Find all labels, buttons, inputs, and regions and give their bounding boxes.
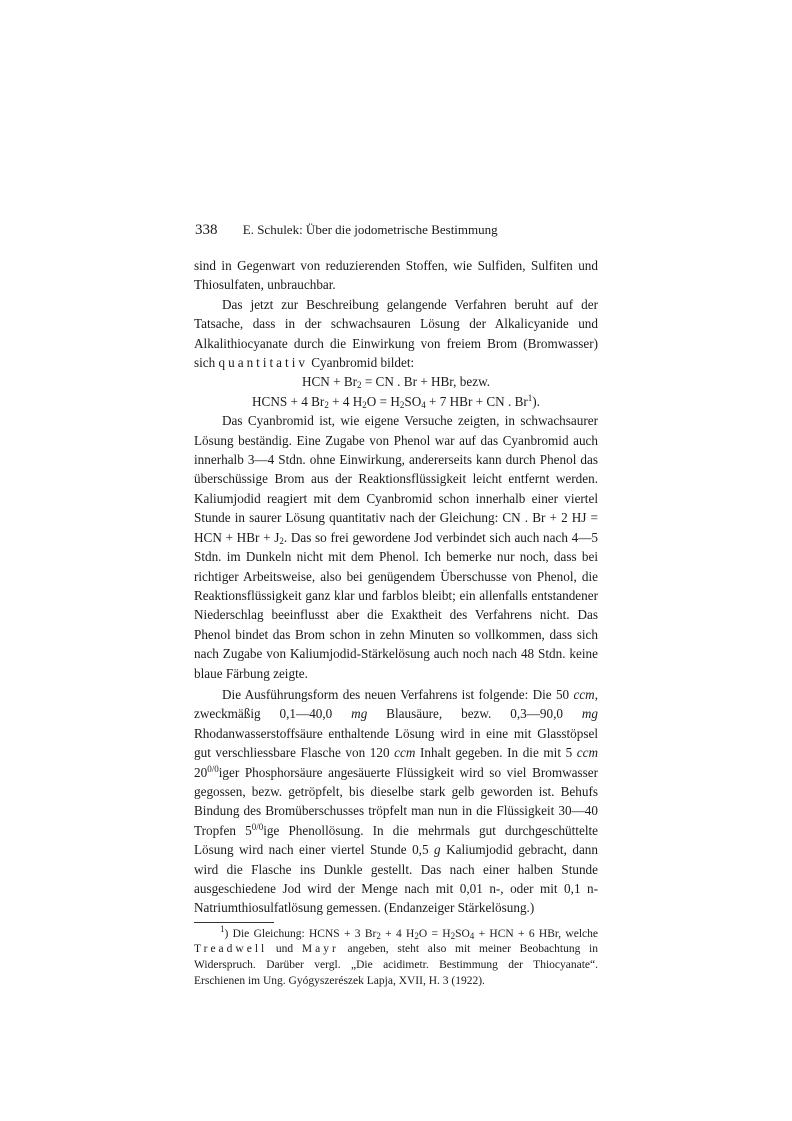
equation-1: HCN + $Br_2$ = CN . Br + HBr, bezw. xyxy=(301,374,491,391)
paragraph-2: Das jetzt zur Beschreibung gelangende Verfahren beruht auf der Tatsache, dass in der schwachsauren Lösung der Alkalicyanide und Alkalithiocyanate durch die Einwirkung von freiem Brom (Bromwasser) sich quantitativ Cyanbromid bildet: xyxy=(194,296,598,371)
paragraph-3: Das Cyanbromid ist, wie eigene Versuche zeigten, in schwachsaurer Lösung beständig. Eine Zugabe von Phenol war auf das Cyanbromid auch innerhalb 3—4 Stdn. ohne Einwirkung, andererseits kann durch Phenol das überschüssige Brom aus der Reaktionsflüssigkeit leicht entfernt werden. Kaliumjodid reagiert mit dem Cyanbromid schon innerhalb einer viertel Stunde in saurer Lösung quantitativ nach der Gleichung: CN . Br + 2 HJ = HCN + HBr + $J_2$. Das so frei gewordene Jod verbindet sich auch nach 4—5 Stdn. im Dunkeln nicht mit dem Phenol. Ich bemerke nur noch, dass bei richtiger Arbeitsweise, also bei genügendem Überschusse von Phenol, die Reaktionsflüssigkeit ganz klar und farblos bleibt; ein allenfalls entstandener Niederschlag beeinflusst aber die Exaktheit des Verfahrens nicht. Das Phenol bindet das Brom schon in zehn Minuten so vollkommen, dass sich nach Zugabe von Kaliumjodid-Stärkelösung auch noch nach 48 Stdn. keine blaue Färbung zeigte. xyxy=(194,413,598,681)
equation-2: HCNS + 4 $Br_2 + 4$ $H_2O = H_2SO_4 + 7$ HBr + CN . Br$^1$). xyxy=(252,392,540,410)
paragraph-4: Die Ausführungsform des neuen Verfahrens ist folgende: Die 50 ccm, zweckmäßig 0,1—40,0 mg Blausäure, bezw. 0,3—90,0 mg Rhodanwasserstoffsäure enthaltende Lösung wird in eine mit Glasstöpsel gut verschliessbare Flasche von 120 ccm Inhalt gegeben. In die mit 5 ccm $20^{0/0}iger$ Phosphorsäure angesäuerte Flüssigkeit wird so viel Bromwasser gegossen, bezw. getröpfelt, bis dieselbe stark gelb geworden ist. Behufs Bindung des Bromüberschusses tröpfelt man nun in die Flüssigkeit 30—40 Tropfen $5^{0/0}ige$ Phenollösung. In die mehrmals gut durchgeschüttelte Lösung wird nach einer viertel Stunde 0,5 g Kaliumjodid gebracht, dann wird die Flasche ins Dunkle gestellt. Das nach einer halben Stunde ausgeschiedene Jod wird der Menge nach mit 0,01 n-, oder mit 0,1 n-Natriumthiosulfatlösung gemessen. (Endanzeiger Stärkelösung.) xyxy=(194,686,599,916)
running-header xyxy=(195,222,595,239)
author-name: Mayr xyxy=(301,943,339,956)
page-number: 338 xyxy=(195,222,218,238)
footnote-mark: 1 xyxy=(220,923,225,934)
running-title: E. Schulek: Über die jodometrische Bestimmung xyxy=(242,222,498,237)
footnote-divider xyxy=(194,922,274,923)
percent-sign: 0/0 xyxy=(207,763,219,774)
percent-sign: 0/0 xyxy=(251,821,264,832)
footnote-ref[interactable]: 1 xyxy=(527,392,533,403)
footnote: $^1$) Die Gleichung: HCNS + 3 $Br_2 + 4$ $H_2O = H_2SO_4$ + HCN + 6 HBr, welche Treadwell und Mayr angeben, steht also mit meiner Beobachtung in Widerspruch. Darüber vergl. „Die acidimetr. Bestimmung der Thiocyanate“. Erschienen im Ung. Gyógyszerészek Lapja, XVII, H. 3 (1922). xyxy=(194,923,599,987)
author-name: Treadwell xyxy=(194,943,268,956)
paragraph-1: sind in Gegenwart von reduzierenden Stoffen, wie Sulfiden, Sulfiten und Thiosulfaten, unbrauchbar. xyxy=(194,258,598,293)
spaced-emphasis: quantitativ xyxy=(218,355,308,371)
body-text xyxy=(194,256,598,989)
